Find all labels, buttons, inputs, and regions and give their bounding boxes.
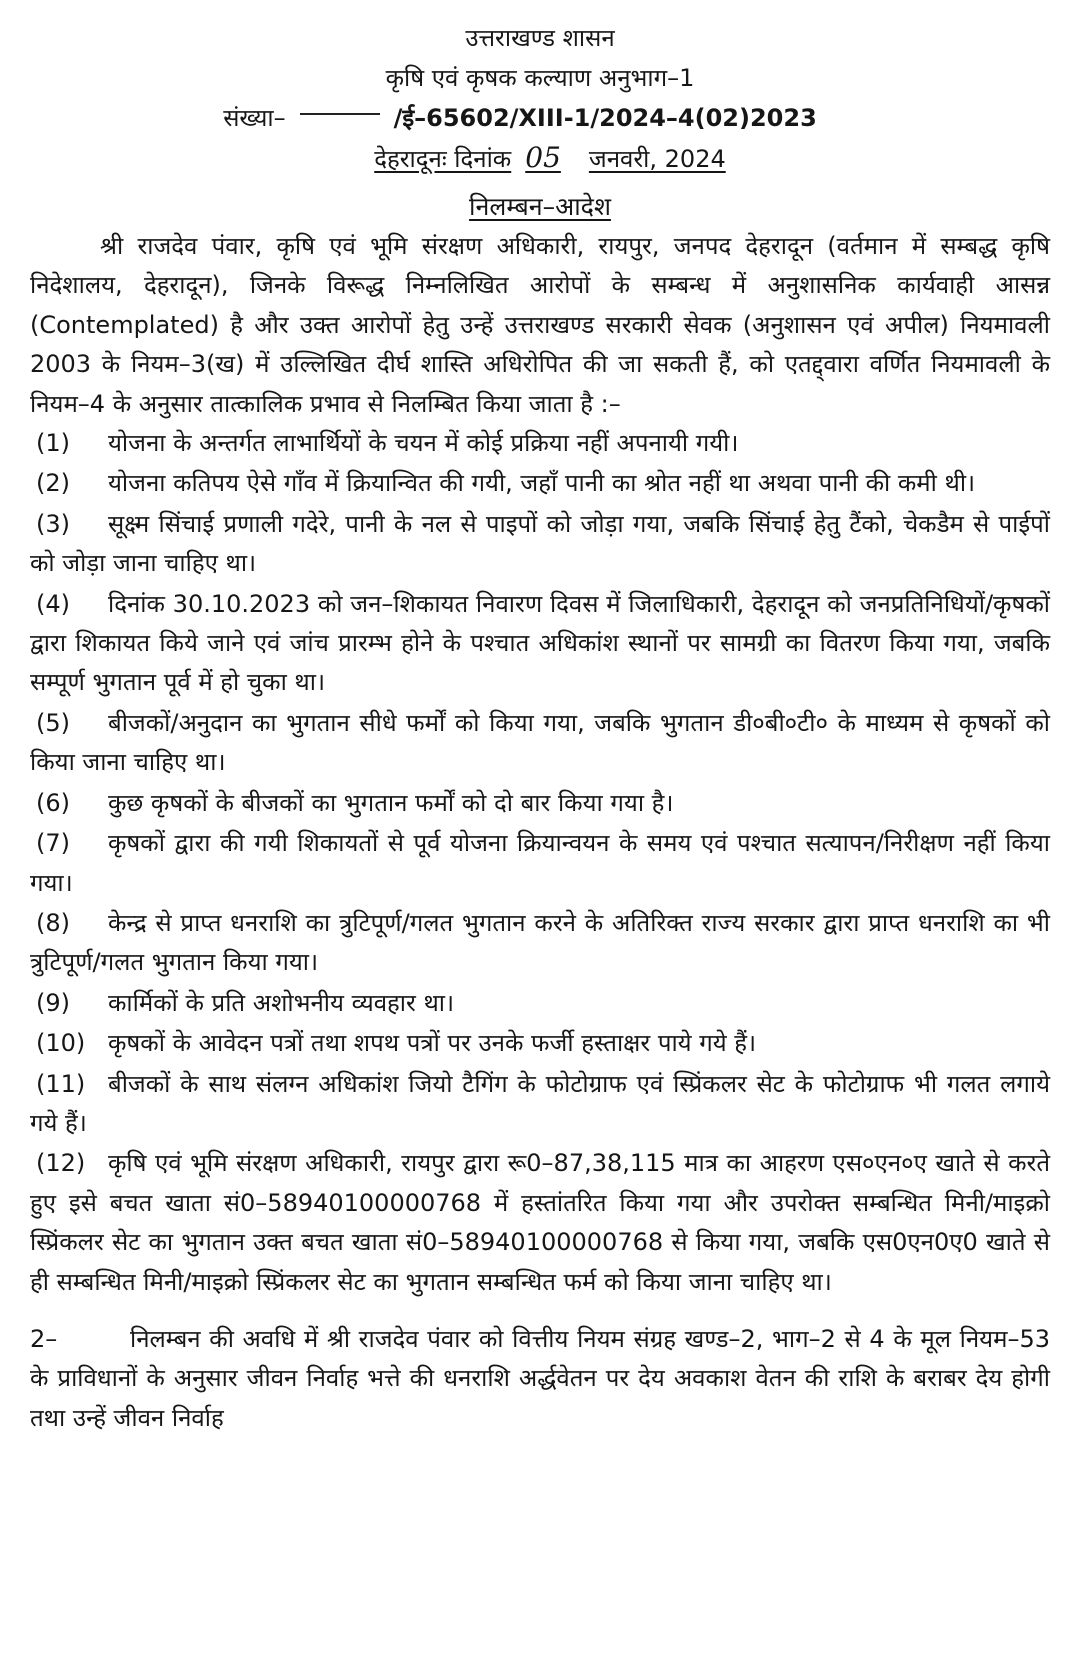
date-month-year: जनवरी, 2024 [588,145,726,173]
charge-number: (3) [36,509,70,538]
charge-text: सूक्ष्म सिंचाई प्रणाली गदेरे, पानी के नल से पाइपों को जोड़ा गया, जबकि सिंचाई हेतु टैंको, चेकडैम से पाईपों को जोड़ा जाना चाहिए था। [30,509,1050,578]
reference-line [30,98,1050,138]
charge-item [30,1144,1050,1302]
charge-item [30,505,1050,584]
charge-item [30,585,1050,703]
reference-prefix: संख्या– [223,104,286,132]
charge-item [30,984,1050,1023]
date-day: 05 [525,141,561,174]
department-name: कृषि एवं कृषक कल्याण अनुभाग–1 [385,64,695,92]
date-place: देहरादूनः दिनांक [374,145,512,173]
charge-text: बीजकों के साथ संलग्न अधिकांश जियो टैगिंग के फोटोग्राफ एवं स्प्रिंकलर सेट के फोटोग्राफ भी गलत लगाये गये हैं। [30,1069,1050,1137]
document-header [30,18,1050,179]
charge-text: योजना कतिपय ऐसे गाँव में क्रियान्वित की गयी, जहाँ पानी का श्रोत नहीं था अथवा पानी की कमी थी। [108,469,976,498]
charge-item [30,1024,1050,1063]
charge-number: (9) [36,988,70,1017]
charge-text: बीजकों/अनुदान का भुगतान सीधे फर्मों को किया गया, जबकि भुगतान डी०बी०टी० के माध्यम से कृषकों को किया जाना चाहिए था। [30,708,1050,777]
charge-item [30,424,1050,463]
charge-number: (2) [36,469,70,498]
charge-item [30,464,1050,503]
charge-item [30,904,1050,983]
charge-text: कुछ कृषकों के बीजकों का भुगतान फर्मों को दो बार किया गया है। [108,788,674,817]
charge-number: (1) [36,429,70,458]
charge-number: (12) [36,1149,86,1178]
order-title: निलम्बन–आदेश [469,192,611,221]
charge-item [30,784,1050,823]
section-2-number: 2– [30,1324,58,1353]
charge-text: कृषकों के आवेदन पत्रों तथा शपथ पत्रों पर उनके फर्जी हस्ताक्षर पाये गये हैं। [108,1029,757,1058]
charge-text: योजना के अन्तर्गत लाभार्थियों के चयन में कोई प्रक्रिया नहीं अपनायी गयी। [108,429,739,458]
charge-item [30,824,1050,903]
intro-paragraph: श्री राजदेव पंवार, कृषि एवं भूमि संरक्षण अधिकारी, रायपुर, जनपद देहरादून (वर्तमान में सम्बद्ध कृषि निदेशालय, देहरादून), जिनके विरूद्ध निम्नलिखित आरोपों के सम्बन्ध में अनुशासनिक कार्यवाही आसन्न (Contemplated) है और उक्त आरोपों हेतु उन्हें उत्तराखण्ड सरकारी सेवक (अनुशासन एवं अपील) नियमावली 2003 के नियम–3(ख) में उल्लिखित दीर्घ शास्ति अधिरोपित की जा सकती हैं, को एतद्द्वारा वर्णित नियमावली के नियम–4 के अनुसार तात्कालिक प्रभाव से निलम्बित किया जाता है :– [30,232,1050,418]
government-name: उत्तराखण्ड शासन [465,24,615,52]
section-2-paragraph [30,1320,1050,1438]
reference-blank [300,113,380,115]
charge-item [30,1065,1050,1144]
charge-number: (6) [36,788,70,817]
charge-number: (10) [36,1029,86,1058]
reference-number: /ई–65602/XIII-1/2024–4(02)2023 [393,104,817,132]
section-2-text: निलम्बन की अवधि में श्री राजदेव पंवार को वित्तीय नियम संग्रह खण्ड–2, भाग–2 से 4 के मूल नियम–53 के प्राविधानों के अनुसार जीवन निर्वाह भत्ते की धनराशि अर्द्धवेतन पर देय अवकाश वेतन की राशि के बराबर देय होगी तथा उन्हें जीवन निर्वाह [30,1324,1050,1432]
charge-text: कृषकों द्वारा की गयी शिकायतों से पूर्व योजना क्रियान्वयन के समय एवं पश्चात सत्यापन/निरीक्षण नहीं किया गया। [30,829,1050,897]
charge-number: (4) [36,589,70,618]
charge-item [30,704,1050,783]
charge-text: कृषि एवं भूमि संरक्षण अधिकारी, रायपुर द्वारा रू0–87,38,115 मात्र का आहरण एस०एन०ए खाते से करते हुए इसे बचत खाता सं0–58940100000768 में हस्तांतरित किया गया और उपरोक्त सम्बन्धित मिनी/माइक्रो स्प्रिंकलर सेट का भुगतान उक्त बचत खाता सं0–58940100000768 से किया गया, जबकि एस0एन0ए0 खाते से ही सम्बन्धित मिनी/माइक्रो स्प्रिंकलर सेट का भुगतान सम्बन्धित फर्म को किया जाना चाहिए था। [30,1149,1050,1296]
charge-number: (5) [36,708,70,737]
charge-text: कार्मिकों के प्रति अशोभनीय व्यवहार था। [108,988,455,1017]
charge-number: (8) [36,908,70,937]
charge-text: दिनांक 30.10.2023 को जन–शिकायत निवारण दिवस में जिलाधिकारी, देहरादून को जनप्रतिनिधियों/कृषकों द्वारा शिकायत किये जाने एवं जांच प्रारम्भ होने के पश्चात अधिकांश स्थानों पर सामग्री का वितरण किया गया, जबकि सम्पूर्ण भुगतान पूर्व में हो चुका था। [30,589,1050,697]
charge-number: (7) [36,829,70,858]
charge-text: केन्द्र से प्राप्त धनराशि का त्रुटिपूर्ण/गलत भुगतान करने के अतिरिक्त राज्य सरकार द्वारा प्राप्त धनराशि का भी त्रुटिपूर्ण/गलत भुगतान किया गया। [30,908,1050,977]
charges-list [30,424,1050,1302]
charge-number: (11) [36,1069,86,1098]
date-line [50,138,1050,179]
